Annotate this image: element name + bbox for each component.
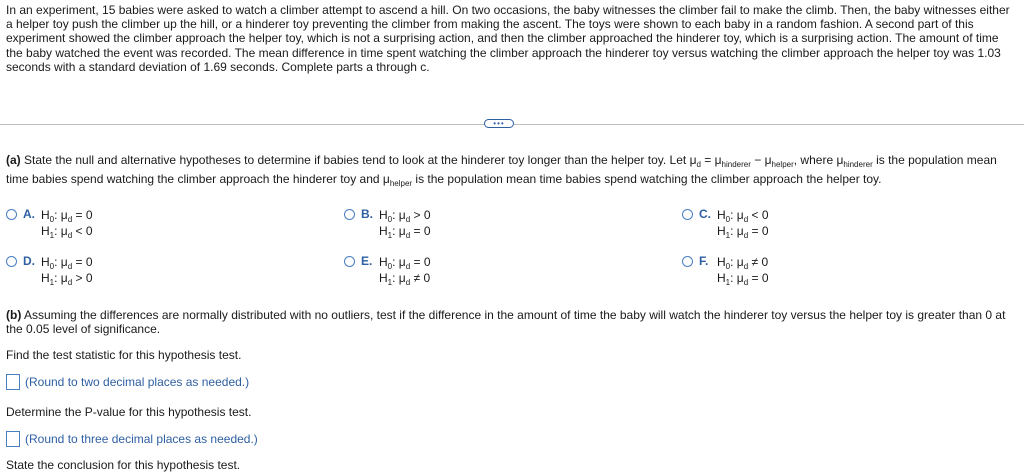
test-statistic-row <box>6 374 249 390</box>
option-f[interactable] <box>682 254 769 286</box>
option-b-radio[interactable] <box>344 209 355 220</box>
part-b-question: (b) Assuming the differences are normally distributed with no outliers, test if the difference in the amount of time the baby will watch the hinderer toy versus the helper toy is greater than 0 at the 0.05 level of significance. <box>6 308 1006 336</box>
expand-more-button[interactable]: ••• <box>484 119 514 128</box>
part-a-label: (a) <box>6 153 21 167</box>
option-f-hypotheses: $H_0$: $\mu_d \ne 0$ $H_1$: $\mu_d = 0$ <box>717 255 769 287</box>
option-c[interactable] <box>682 207 769 239</box>
problem-intro: In an experiment, 15 babies were asked to watch a climber attempt to ascend a hill. On two occasions, the baby witnesses the climber fail to make the climb. Then, the baby witnesses either a helper toy push the climber up the hill, or a hinderer toy preventing the climber from making the ascent. The toys were shown to each baby in a random fashion. A second part of this experiment showed the climber approach the helper toy, which is not a surprising action, and then the climber approached the hinderer toy, which is a surprising action. The amount of time the baby watched the event was recorded. The mean difference in time spent watching the climber approach the hinderer toy versus watching the climber approach the helper toy was 1.03 seconds with a standard deviation of 1.69 seconds. Complete parts a through c. <box>6 3 1010 74</box>
option-d-letter: D. <box>23 254 35 268</box>
p-value-row <box>6 431 258 447</box>
find-test-statistic-label: Find the test statistic for this hypothesis test. <box>6 348 242 362</box>
option-b-letter: B. <box>361 207 373 221</box>
option-e[interactable] <box>344 254 431 286</box>
option-f-letter: F. <box>699 254 709 268</box>
conclusion-label: State the conclusion for this hypothesis test. <box>6 458 241 472</box>
option-e-letter: E. <box>361 254 373 268</box>
option-a-radio[interactable] <box>6 209 17 220</box>
option-c-letter: C. <box>699 207 711 221</box>
test-statistic-hint: (Round to two decimal places as needed.) <box>25 375 250 389</box>
option-f-radio[interactable] <box>682 256 693 267</box>
p-value-hint: (Round to three decimal places as needed.) <box>25 432 258 446</box>
option-a[interactable] <box>6 207 93 239</box>
determine-p-value-label: Determine the P-value for this hypothesis test. <box>6 405 252 419</box>
option-e-hypotheses: $H_0$: $\mu_d = 0$ $H_1$: $\mu_d \ne 0$ <box>379 255 431 287</box>
part-a-question: (a) State the null and alternative hypotheses to determine if babies tend to look at the hinderer toy longer than the helper toy. Let $\mu_d = \mu_{hinderer} - \mu_{helper}$, where $\mu_{hinderer}$ is the population mean time babies spend watching the climber approach the hinderer toy and $\mu_{helper}$ is the population mean time babies spend watching the climber approach the helper toy. <box>6 153 997 188</box>
option-c-radio[interactable] <box>682 209 693 220</box>
option-a-hypotheses: $H_0$: $\mu_d = 0$ $H_1$: $\mu_d < 0$ <box>41 208 93 240</box>
option-e-radio[interactable] <box>344 256 355 267</box>
test-statistic-input[interactable] <box>6 374 20 390</box>
option-d[interactable] <box>6 254 93 286</box>
option-c-hypotheses: $H_0$: $\mu_d < 0$ $H_1$: $\mu_d = 0$ <box>717 208 769 240</box>
part-b-label: (b) <box>6 308 22 322</box>
p-value-input[interactable] <box>6 431 20 447</box>
option-d-hypotheses: $H_0$: $\mu_d = 0$ $H_1$: $\mu_d > 0$ <box>41 255 93 287</box>
option-b[interactable] <box>344 207 431 239</box>
option-d-radio[interactable] <box>6 256 17 267</box>
option-b-hypotheses: $H_0$: $\mu_d > 0$ $H_1$: $\mu_d = 0$ <box>379 208 431 240</box>
option-a-letter: A. <box>23 207 35 221</box>
